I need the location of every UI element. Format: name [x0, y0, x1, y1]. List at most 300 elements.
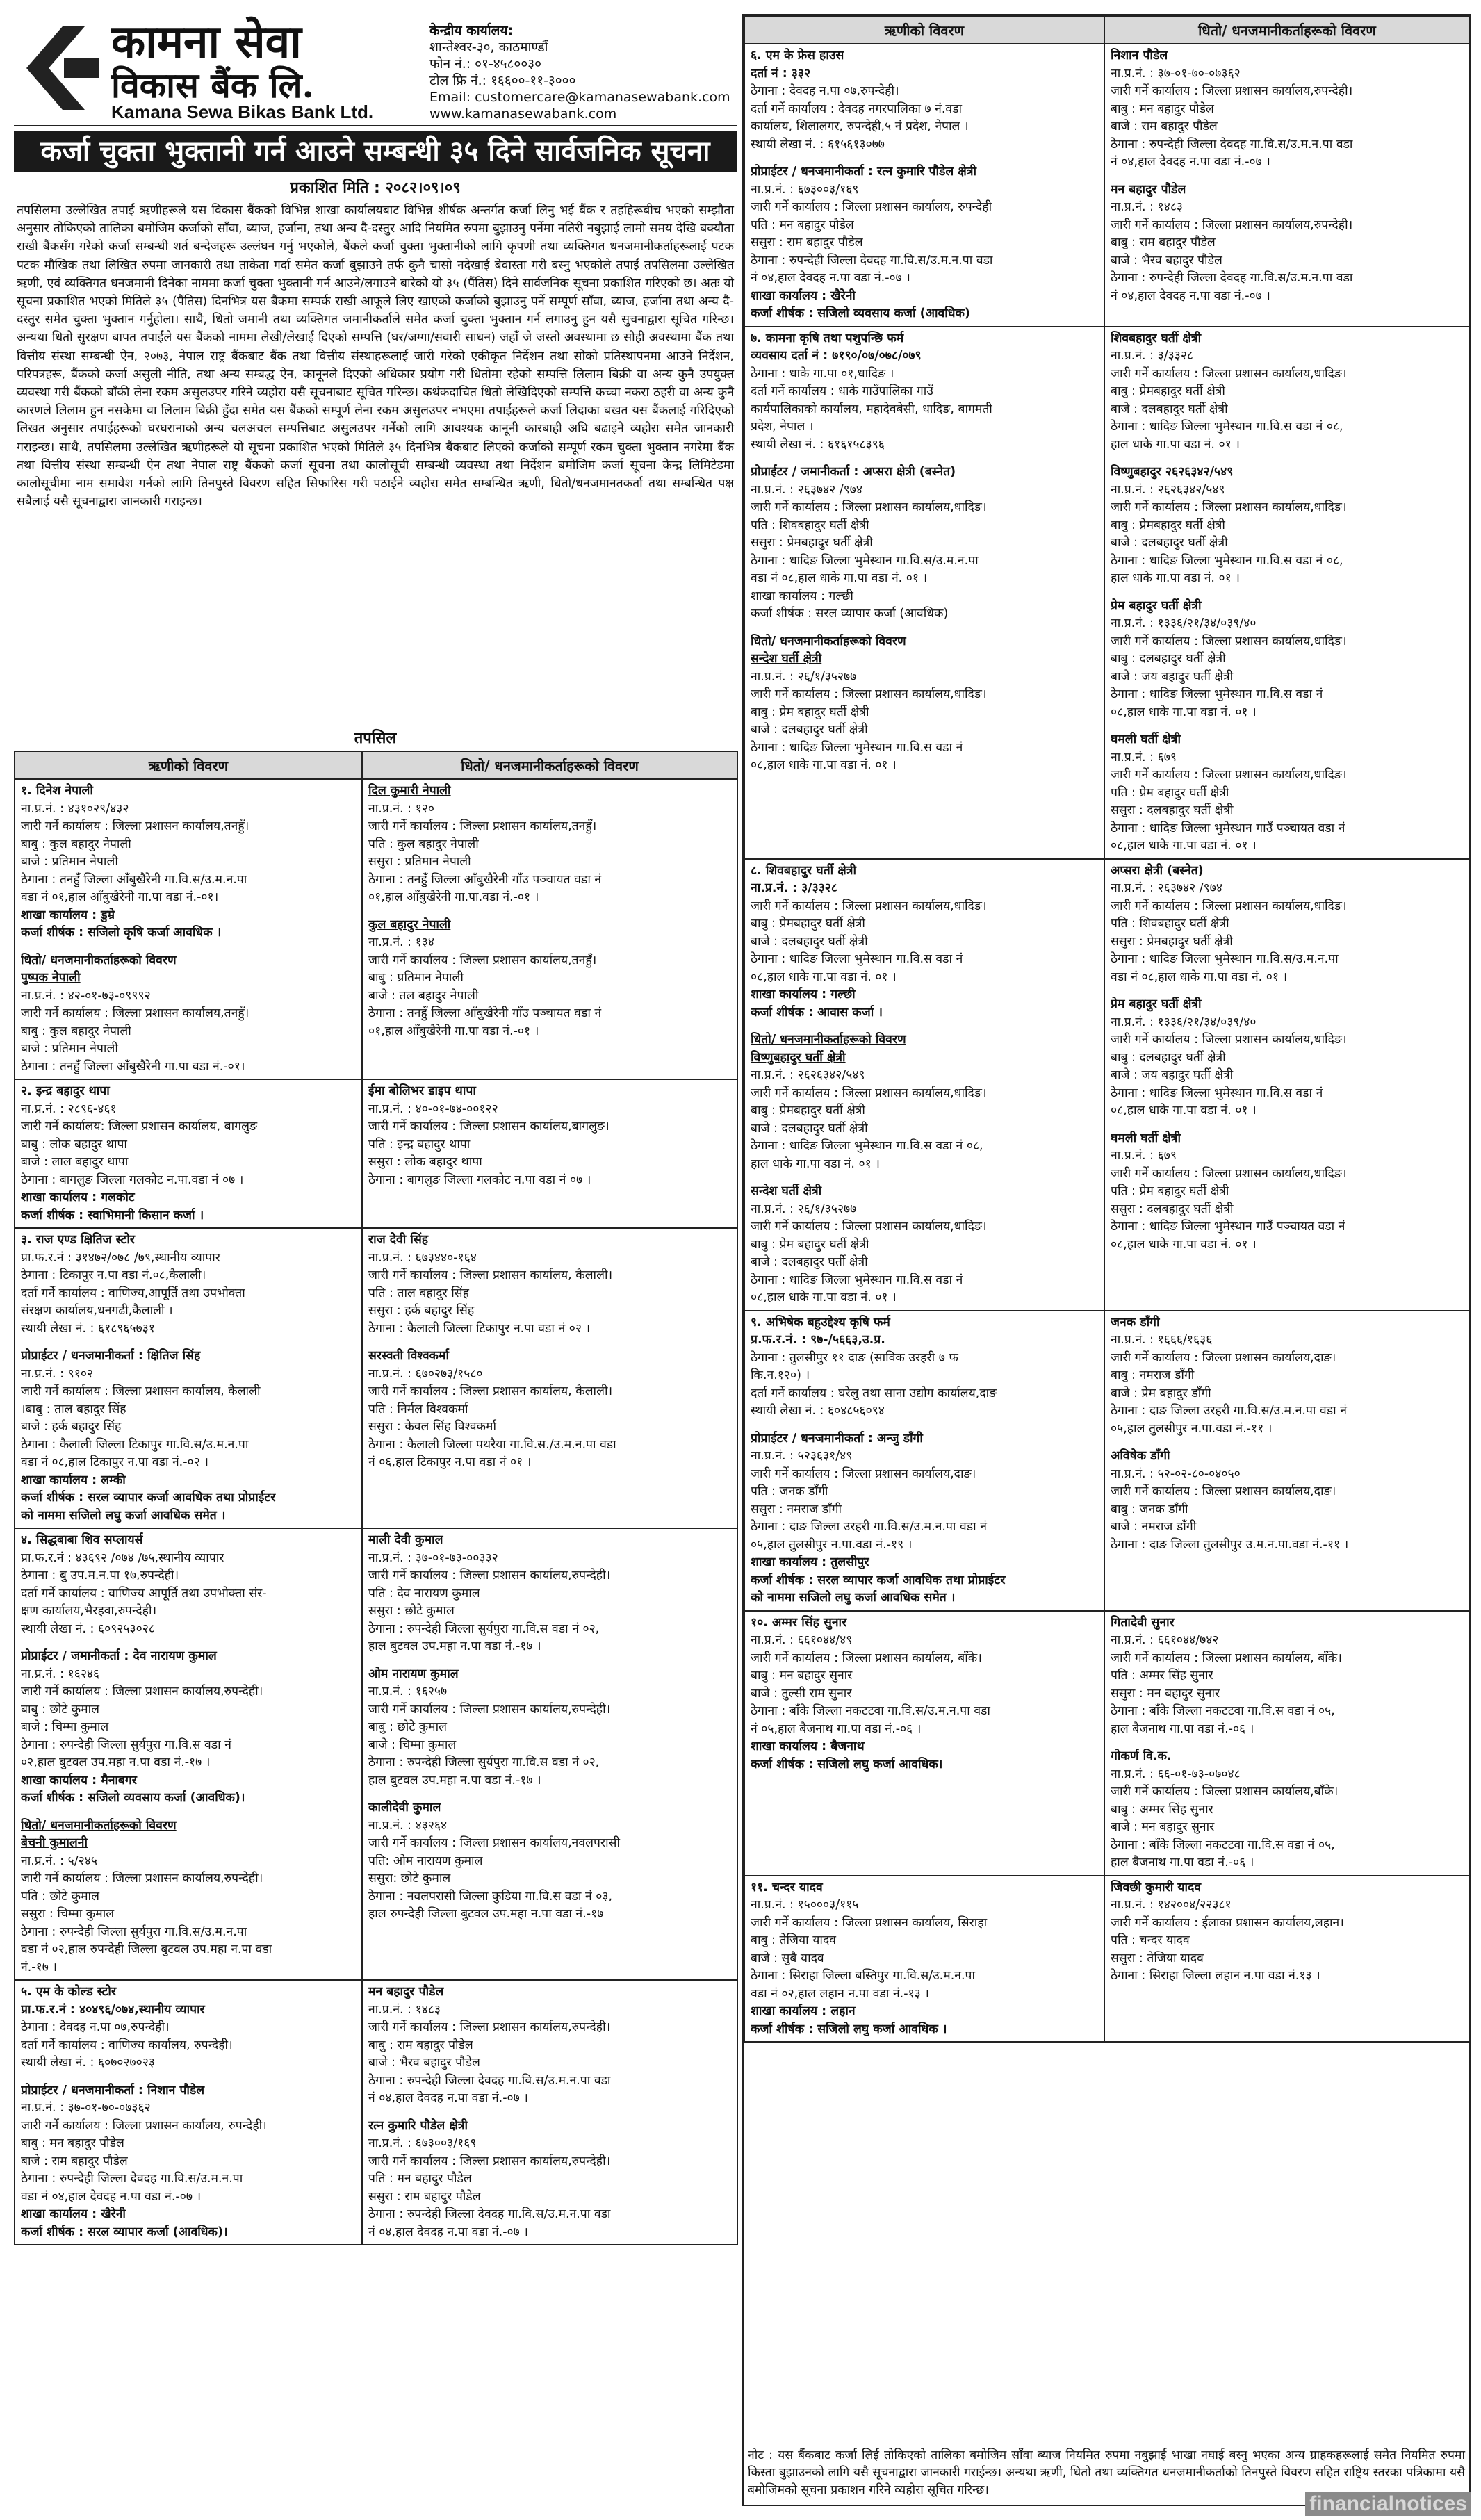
entry-line: कर्जा शीर्षक : सजिलो लघु कर्जा आवधिक । [751, 2022, 947, 2036]
entry-line: ठेगाना : रुपन्देही जिल्ला देवदह गा.वि.स/उ.म.न.पा वडा [368, 2207, 611, 2221]
entry-line: बाजे : राम बहादुर पौडेल [1111, 120, 1218, 133]
entry-line: बाजे : प्रतिमान नेपाली [21, 855, 118, 869]
entry-line: प्रेम बहादुर घर्ती क्षेत्री [1111, 997, 1202, 1011]
entry-line: सन्देश घर्ती क्षेत्री [751, 652, 822, 666]
entry-line: ना.प्र.नं. : १३३६/२१/३४/०३९/४० [1111, 1015, 1257, 1029]
entry-line: जारी गर्ने कार्यालय : जिल्ला प्रशासन कार्यालय,धादिङ। [751, 500, 987, 514]
entry-line: शिवबहादुर घर्ती क्षेत्री [1111, 331, 1202, 345]
entry-line: ना.प्र.नं. : ५२-०२-८०-०४०५० [1111, 1466, 1241, 1481]
entry-line: बाजे : तल बहादुर नेपाली [368, 988, 479, 1003]
entry-line: ठेगाना : तनहुँ जिल्ला आँबुखैरेनी गाँउ पञ्चायत वडा नं [368, 1006, 602, 1020]
entry-line: १. दिनेश नेपाली [21, 784, 93, 798]
entry-line: प्रा.फ.र.नं : ४३६९२ /०७४ /७५,स्थानीय व्यापार [21, 1551, 224, 1565]
contact-line: टोल फ्रि नं.: १६६००-११-३००० [429, 73, 576, 88]
entry-line: ०८,हाल धाके गा.पा वडा नं. ०१ । [751, 969, 897, 984]
bank-name-nepali: कामना सेवा [111, 16, 302, 68]
entry-line: ना.प्र.नं. : १४२००४/२२३८१ [1111, 1898, 1232, 1912]
entry-line: जारी गर्ने कार्यालय : जिल्ला प्रशासन कार्यालय,धादिङ। [1111, 768, 1347, 782]
entry-line: बाजे : तुल्सी राम सुनार [751, 1686, 852, 1701]
entry-line: बाजे : भैरव बहादुर पौडेल [368, 2056, 480, 2070]
entry-line: ठेगाना : धादिङ जिल्ला भुमेस्थान गा.वि.स/उ.म.न.पा [751, 553, 979, 568]
entry-line: जारी गर्ने कार्यालय : जिल्ला प्रशासन कार्यालय,दाङ। [751, 1466, 976, 1481]
entry-line: ना.प्र.नं. : १४८३ [1111, 200, 1184, 214]
entry-line: ना.प्र.नं. : २६/१/३५२७७ [751, 1202, 857, 1216]
entry-line: ठेगाना : धादिङ जिल्ला भुमेस्थान गा.वि.स वडा नं ०८, [1111, 420, 1343, 434]
entry-line: जारी गर्ने कार्यालय : जिल्ला प्रशासन कार्यालय,रुपन्देही। [1111, 84, 1353, 98]
entry-line: जारी गर्ने कार्यालय : जिल्ला प्रशासन कार्यालय,रुपन्देही। [368, 1569, 611, 1582]
borrower-column-header: ऋणीको विवरण [15, 751, 362, 779]
contact-line: केन्द्रीय कार्यालय: [429, 23, 514, 38]
bank-header [14, 14, 737, 126]
entry-line: जारी गर्ने कार्यालय : जिल्ला प्रशासन कार्यालय,तनहुँ। [21, 819, 249, 833]
entry-line: बाजे : जय बहादुर घर्ती क्षेत्री [1111, 1068, 1234, 1082]
entry-line: जारी गर्ने कार्यालय : जिल्ला प्रशासन कार्यालय,धादिङ। [751, 899, 987, 913]
entry-line: ना.प्र.नं. : २६२६३४२/५४९ [1111, 482, 1225, 497]
table-row [744, 1311, 1470, 1611]
entry-line: बाबु : प्रेम बहादुर घर्ती क्षेत्री [751, 1237, 869, 1252]
spacer [751, 623, 1098, 633]
spacer [368, 2108, 731, 2118]
guarantor-cell [362, 1228, 737, 1528]
entry-line: ठेगाना : नवलपरासी जिल्ला कुडिया गा.वि.स वडा नं ०३, [368, 1889, 613, 1904]
entry-line: ईमा बोलिभर डाइप थापा [368, 1084, 476, 1098]
entry-line: मन बहादुर पौडेल [1111, 182, 1186, 197]
table-row [15, 1980, 737, 2245]
table-row [15, 1079, 737, 1228]
entry-line: पति : कुल बहादुर नेपाली [368, 837, 479, 851]
entry-line: ठेगाना : रुपन्देही जिल्ला सुर्यपुरा गा.वि.स/उ.म.न.पा [21, 1924, 247, 1939]
entry-line: ना.प्र.नं. : ३७-०१-७०-०७३६२ [1111, 66, 1241, 81]
entry-line: नं ०६,हाल टिकापुर न.पा वडा नं ०१ । [368, 1455, 532, 1469]
entry-line: जारी गर्ने कार्यालय : जिल्ला प्रशासन कार्यालय,धादिङ। [1111, 1033, 1347, 1047]
entry-line: ससुरा : मन बहादुर सुनार [1111, 1686, 1220, 1701]
entry-line: ना.प्र.नं. : ४०-०१-७४-००१२२ [368, 1102, 498, 1116]
entry-line: कार्यालय, शिलालगर, रुपन्देही,५ नं प्रदेश, नेपाल । [751, 120, 969, 133]
entry-line: ससुरा: छोटे कुमाल [368, 1872, 451, 1885]
entry-line: ठेगाना : रुपन्देही जिल्ला देवदह गा.वि.स/उ.म.न.पा वडा [751, 253, 993, 268]
entry-line: धितो/ धनजमानीकर्ताहरूको विवरण [21, 953, 177, 967]
entry-line: जारी गर्ने कार्यालय : जिल्ला प्रशासन कार्यालय,रुपन्देही। [1111, 218, 1353, 232]
spacer [1111, 172, 1464, 181]
entry-line: बाजे : प्रतिमान नेपाली [21, 1042, 118, 1056]
entry-line: ना.प्र.नं. : १४८३ [368, 2002, 441, 2017]
spacer [1111, 588, 1464, 598]
entry-line: ससुरा : छोटे कुमाल [368, 1604, 455, 1618]
entry-line: दिल कुमारी नेपाली [368, 784, 451, 798]
entry-line: ०८,हाल धाके गा.पा वडा नं. ०१ । [1111, 1237, 1257, 1252]
entry-line: ९. अभिषेक बहुउद्देश्य कृषि फर्म [751, 1315, 890, 1329]
entry-line: ओम नारायण कुमाल [368, 1667, 459, 1681]
entry-line: बेचनी कुमालनी [21, 1836, 88, 1850]
entry-line: जारी गर्ने कार्यालय : जिल्ला प्रशासन कार्यालय, रुपन्देही [751, 200, 992, 214]
entry-line: पुष्पक नेपाली [21, 971, 81, 985]
entry-line: ठेगाना : धादिङ जिल्ला भुमेस्थान गा.वि.स वडा नं [751, 952, 963, 966]
entry-line: ना.प्र.नं. : ४३२६४ [368, 1818, 448, 1833]
entry-line: जारी गर्ने कार्यालय : जिल्ला प्रशासन कार्यालय,रुपन्देही। [368, 2154, 611, 2168]
table-row [744, 327, 1470, 859]
entry-line: ना.प्र.नं. : ६७९ [1111, 1149, 1177, 1163]
entry-line: हाल बुटवल उप.महा न.पा वडा नं.-१७ । [368, 1639, 541, 1653]
contact-block [429, 22, 735, 122]
entry-line: ८. शिवबहादुर घर्ती क्षेत्री [751, 863, 857, 878]
entry-line: जारी गर्ने कार्यालय : जिल्ला प्रशासन कार्यालय,धादिङ। [1111, 1166, 1347, 1181]
entry-line: ससुरा : दलबहादुर घर्ती क्षेत्री [1111, 1202, 1234, 1216]
entry-line: ना.प्र.नं. : ५२३६३१/४९ [751, 1449, 853, 1463]
entry-line: जारी गर्ने कार्यालय : जिल्ला प्रशासन कार्यालय,रुपन्देही। [368, 2020, 611, 2034]
borrower-cell [15, 1079, 362, 1228]
entry-line: पति : शिवबहादुर घर्ती क्षेत्री [1111, 917, 1229, 931]
entry-line: ना.प्र.नं. : ४३१०२९/४३२ [21, 801, 129, 816]
entry-line: जनक डाँगी [1111, 1315, 1160, 1329]
entry-line: ना.प्र.नं. : १३४ [368, 935, 434, 949]
entry-line: रत्न कुमारि पौडेल क्षेत्री [368, 2118, 468, 2133]
borrower-cell [744, 859, 1104, 1311]
spacer [368, 907, 731, 917]
guarantor-cell [1104, 1876, 1470, 2043]
entry-line: जारी गर्ने कार्यालय : जिल्ला प्रशासन कार्यालय,नवलपरासी [368, 1836, 620, 1850]
spacer [1111, 1738, 1464, 1748]
entry-line: धितो/ धनजमानीकर्ताहरूको विवरण [751, 1033, 906, 1047]
spacer [1111, 721, 1464, 731]
entry-line: हाल बैजनाथ गा.पा वडा नं.-०६ । [1111, 1856, 1254, 1869]
entry-line: बाजे : जय बहादुर घर्ती क्षेत्री [1111, 669, 1234, 684]
entry-line: ठेगाना : धादिङ जिल्ला भुमेस्थान गाउँ पञ्चायत वडा नं [1111, 1220, 1345, 1234]
intro-paragraph: तपसिलमा उल्लेखित तपाईं ऋणीहरूले यस विकास बैंकको विभिन्न शाखा कार्यालयबाट विभिन्न शीर्षक अन्तर्गत कर्जा लिनु भई बैंक र तहहिरूबीच भएको सम्झौता अनुसार तोकिएको तालिका बमोजिम कर्जाको साँवा, ब्याज, हर्जाना, तथा अन्य दै-दस्तुर आदि नियमित रुपमा बुझाउनु पर्नेमा नतिरी नबुझाई लामो समय देखि बक्यौता राखी बैंकसँग गरेको कर्जा सम्बन्धी शर्त बन्देजहरू उल्लंघन गर्नु भएकोले, बैंकले कर्जा चुक्ता भुक्तानीको लागि कृपणी तथा व्यक्तिगत धनजमानीकर्ताहरूलाई पटक पटक मौखिक तथा लिखित रुपमा जानकारी तथा ताकेता गर्दा समेत कर्जा बुझाउने तर्फ कुनै चासो नदेखाई बेवास्ता गरी बस्नु भएकोले तपाईं तपसिलमा उल्लेखित ऋणी, एवं व्यक्तिगत धनजमानी दिनेका नाममा कर्जा चुक्ता भुक्तानी गर्न आउने/लगाउने बारेको यो ३५ (पैंतिस) दिने सार्वजनिक सूचना प्रकाशित गरिएको छ। अतः यो सूचना प्रकाशित भएको मितिले ३५ (पैंतिस) दिनभित्र यस बैंकमा सम्पर्क राखी आफूले लिए खाएको कर्जाको बुझाउनु पर्ने सम्पूर्ण साँवा, ब्याज, हर्जाना तथा अन्य दै-दस्तुर समेत चुक्ता भुक्तान गर्नुहोला। साथै, धितो जमानी तथा व्यक्तिगत जमानीकर्ताले समेत कर्जा चुक्ता भुक्तान गर्न लगाउनु हुन यसै सुचनाद्वारा सूचित गरिन्छ। अन्यथा धितो सुरक्षण बापत तपाईंले यस बैंकको नाममा लेखी/लेखाई दिएको सम्पत्ति (घर/जग्गा/सवारी साधन) जहाँ जे जस्तो अवस्थामा छ सोही अवस्थामा बैंक तथा वित्तीय संस्था सम्बन्धी ऐन, २०७३, नेपाल राष्ट्र बैंकबाट बैंक तथा वित्तीय संस्थाहरूलाई जारी गरेको एकीकृत निर्देशन तथा सोको प्रतिस्थापनमा आउने निर्देशन, परिपत्रहरू, बैंकको कर्जा असुली नीति, तथा अन्य सम्बद्ध ऐन, कानूनले दिएको अधिकार प्रयोग गरी धितोमा रहेको सम्पत्ति लिलाम बिक्री वा अन्य कुनै उपयुक्त व्यवस्था गरी बैंकको बाँकी लेना रकम असुलउपर गरिने व्यहोरा यसै सूचनाबाट सूचित गरिन्छ। कथंकदाचित धितो लेखिदिएको सम्पत्ति कच्चा नकरा ठहरी वा अन्य कुनै कारणले लिलाम हुन नसकेमा वा लिलाम बिक्री हुँदा समेत यस बैंकको सम्पूर्ण लेना रकम असुलउपर नभएमा तपाईंहरूले कर्जा लिदाका बखत यस बैंकलाई गरिदिएको लिखत अनुसार तपाईंहरूको घरघरानाको अन्य चलअचल सम्पत्तिबाट असुलउपर गर्नेको लागि आवश्यक कानूनी कारबाही अघि बढाइने व्यहोरा समेत जानकारी गराइन्छ। साथै, तपसिलमा उल्लेखित ऋणीहरूले यो सूचना प्रकाशित भएको मितिले ३५ दिनभित्र बैंकबाट लिएको कर्जाको सम्पूर्ण रकम चुक्ता भुक्तान नगरेमा बैंक तथा वित्तीय संस्था सम्बन्धी ऐन तथा नेपाल राष्ट्र बैंकको कर्जा सूचना तथा कालोसूची सम्बन्धी व्यवस्था तथा निर्देशन बमोजिम कर्जा सूचना केन्द्र लिमिटेडमा कालोसूचीमा नाम समावेश गर्नको लागि तिनपुस्ते विवरण सहित सिफारिस गरी पठाईने व्यहोरा समेत सम्बन्धित ऋणी, धितो/धनजमानतकर्ता तथा सम्बन्धित पक्ष सबैलाई यसै सूचनाद्वारा जानकारी गराइन्छ। [17, 204, 734, 509]
entry-line: कर्जा शीर्षक : सरल व्यापार कर्जा आवधिक तथा प्रोप्राईटर [751, 1573, 1006, 1587]
entry-line: पति : देव नारायण कुमाल [368, 1586, 480, 1601]
entry-line: प्रेम बहादुर घर्ती क्षेत्री [1111, 598, 1202, 613]
spacer [1111, 986, 1464, 996]
entry-line: माली देवी कुमाल [368, 1533, 443, 1547]
entry-line: नं ०५,हाल बैजनाथ गा.पा वडा नं.-०६ । [751, 1721, 922, 1736]
entry-line: वडा नं ०८,हाल धाके गा.पा वडा नं. ०१ । [751, 571, 928, 585]
left-ledger-table [14, 751, 738, 2245]
entry-line: संरक्षण कार्यालय,धनगढी,कैलाली । [21, 1304, 173, 1318]
entry-line: बाबु : प्रेम बहादुर घर्ती क्षेत्री [751, 705, 869, 719]
entry-line: ठेगाना : धादिङ जिल्ला भुमेस्थान गा.वि.स/उ.म.न.पा [1111, 952, 1339, 966]
spacer [1111, 454, 1464, 464]
entry-line: ठेगाना : दाङ जिल्ला उरहरी गा.वि.स/उ.म.न.पा वडा नं [751, 1520, 987, 1534]
entry-line: ना.प्र.नं. : २६२६३४२/५४९ [751, 1068, 865, 1082]
bank-name-nepali-line2: विकास बैंक लि. [111, 65, 314, 106]
spacer [368, 1338, 731, 1348]
entry-line: ससुरा : नमराज डाँगी [751, 1502, 842, 1516]
entry-line: जारी गर्ने कार्यालय : जिल्ला प्रशासन कार्यालय, बाँके। [751, 1651, 982, 1665]
entry-line: दर्ता गर्ने कार्यालय : वाणिज्य आपूर्ति तथा उपभोक्ता संर- [21, 1586, 267, 1601]
entry-line: हाल धाके गा.पा वडा नं. ०१ । [1111, 437, 1240, 452]
entry-line: स्थायी लेखा नं. : ६१५६१३०७७ [751, 137, 885, 152]
entry-line: कर्जा शीर्षक : सरल व्यापार कर्जा (आवधिक)। [21, 2225, 228, 2239]
entry-line: जारी गर्ने कार्यालय : जिल्ला प्रशासन कार्यालय,धादिङ। [1111, 366, 1347, 381]
entry-line: ना.प्र.नं. : १६२५७ [368, 1685, 448, 1699]
entry-line: हाल धाके गा.पा वडा नं. ०१ । [751, 1156, 880, 1171]
entry-line: ससुरा : तेजिया यादव [1111, 1951, 1204, 1965]
guarantor-cell [1104, 859, 1470, 1311]
entry-line: पति : अम्मर सिंह सुनार [1111, 1669, 1213, 1683]
entry-line: ना.प्र.नं. : ६७९ [1111, 750, 1177, 764]
entry-line: घमली घर्ती क्षेत्री [1111, 1131, 1181, 1145]
entry-line: ना.प्र.नं. : ६७३००३/१६९ [368, 2136, 477, 2150]
entry-line: ठेगाना : तनहुँ जिल्ला आँबुखैरेनी गाँउ पञ्चायत वडा नं [368, 872, 602, 887]
entry-line: ससुरा : केवल सिंह विश्वकर्मा [368, 1420, 497, 1434]
footer-note: नोट : यस बैंकबाट कर्जा लिई तोकिएको तालिका बमोजिम साँवा ब्याज नियमित रुपमा नबुझाई भाखा नघाई बस्नु भएका अन्य ग्राहकहरूलाई समेत नियमित रुपमा किस्ता बुझाउनको लागि यसै सूचनाद्वारा जानकारी गराईन्छ। अन्यथा ऋणी, धितो तथा व्यक्तिगत धनजमानीकर्ताको तिनपुस्ते विवरण सहित राष्ट्रिय स्तरका पत्रिकामा यसै बमोजिमको सूचना प्रकाशन गरिने व्यहोरा सूचित गरिन्छ। [748, 2448, 1465, 2497]
entry-line: बाजे : भैरव बहादुर पौडेल [1111, 253, 1222, 268]
entry-line: बाजे : नमराज डाँगी [1111, 1520, 1197, 1534]
entry-line: ठेगाना : बाँके जिल्ला नकटटवा गा.वि.स वडा नं ०५, [1111, 1704, 1335, 1718]
entry-line: नं ०४,हाल देवदह न.पा वडा नं.-०७ । [1111, 155, 1270, 169]
entry-line: जारी गर्ने कार्यालय : जिल्ला प्रशासन कार्यालय,दाङ। [1111, 1484, 1336, 1498]
entry-line: ठेगाना : रुपन्देही जिल्ला देवदह गा.वि.स/उ.म.न.पा वडा [1111, 137, 1353, 152]
guarantor-column-header: धितो/ धनजमानीकर्ताहरूको विवरण [1104, 16, 1470, 44]
entry-line: जिवछी कुमारी यादव [1111, 1880, 1202, 1895]
entry-line: व्यवसाय दर्ता नं : ७१९०/०७/०७८/०७९ [751, 349, 922, 363]
entry-line: जारी गर्ने कार्यालय: जिल्ला प्रशासन कार्यालय, बागलुङ [21, 1120, 258, 1134]
borrower-cell [744, 1876, 1104, 2043]
table-row [15, 1228, 737, 1528]
entry-line: कुल बहादुर नेपाली [368, 917, 451, 932]
watermark: financialnotices [1305, 2492, 1471, 2516]
guarantor-cell [1104, 1611, 1470, 1876]
guarantor-column-header: धितो/ धनजमानीकर्ताहरूको विवरण [362, 751, 737, 779]
entry-line: प्रदेश, नेपाल । [751, 420, 814, 434]
entry-line: ठेगाना : धादिङ जिल्ला भुमेस्थान गा.वि.स वडा नं ०८, [1111, 553, 1343, 568]
entry-line: ना.प्र.नं. : १६२४६ [21, 1667, 100, 1681]
entry-line: जारी गर्ने कार्यालय : जिल्ला प्रशासन कार्यालय,तनहुँ। [368, 953, 597, 967]
entry-line: बाबु : राम बहादुर पौडेल [368, 2038, 473, 2052]
entry-line: जारी गर्ने कार्यालय : जिल्ला प्रशासन कार्यालय,तनहुँ। [21, 1006, 249, 1020]
entry-line: नं ०४,हाल देवदह न.पा वडा नं.-०७ । [751, 271, 910, 285]
entry-line: ०८,हाल धाके गा.पा वडा नं. ०१ । [1111, 705, 1257, 719]
entry-line: जारी गर्ने कार्यालय : जिल्ला प्रशासन कार्यालय, सिराहा [751, 1915, 988, 1930]
entry-line: दर्ता गर्ने कार्यालय : धाके गाउँपालिका गाउँ [751, 384, 933, 398]
entry-line: बाजे : राम बहादुर पौडेल [21, 2154, 128, 2168]
borrower-cell [744, 44, 1104, 327]
entry-line: ०२,हाल बुटवल उप.महा न.पा वडा नं.-१७ । [21, 1756, 211, 1769]
borrower-cell [15, 1228, 362, 1528]
entry-line: विष्णुबहादुर २६२६३४२/५४९ [1111, 465, 1234, 479]
entry-line: २. इन्द्र बहादुर थापा [21, 1084, 110, 1098]
entry-line: पति : मन बहादुर पौडेल [368, 2172, 472, 2186]
entry-line: कर्जा शीर्षक : सजिलो कृषि कर्जा आवधिक । [21, 926, 222, 940]
entry-line: १०. अम्मर सिंह सुनार [751, 1615, 847, 1630]
entry-line: ०५,हाल तुलसीपुर न.पा.वडा नं.-१९ । [751, 1537, 913, 1552]
entry-line: ठेगाना : बाँके जिल्ला नकटटवा गा.वि.स वडा नं ०५, [1111, 1838, 1335, 1852]
borrower-cell [744, 1311, 1104, 1611]
spacer [751, 1022, 1098, 1031]
entry-line: बाजे : चिम्मा कुमाल [368, 1737, 457, 1752]
entry-line: ठेगाना : सिराहा जिल्ला लहान न.पा वडा नं.१३ । [1111, 1969, 1320, 1983]
entry-line: ठेगाना : धादिङ जिल्ला भुमेस्थान गा.वि.स वडा नं [751, 740, 963, 755]
entry-line: बाबु : नमराज डाँगी [1111, 1368, 1195, 1382]
entry-line: ठेगाना : धादिङ जिल्ला भुमेस्थान गा.वि.स वडा नं [1111, 1086, 1323, 1100]
entry-line: कर्जा शीर्षक : स्वाभिमानी किसान कर्जा । [21, 1208, 204, 1222]
entry-line: अविषेक डाँगी [1111, 1449, 1170, 1463]
entry-line: जारी गर्ने कार्यालय : जिल्ला प्रशासन कार्यालय,धादिङ। [751, 1220, 987, 1234]
spacer [368, 1656, 731, 1666]
entry-line: कर्जा शीर्षक : सरल व्यापार कर्जा (आवधिक) [751, 607, 949, 621]
entry-line: जारी गर्ने कार्यालय : जिल्ला प्रशासन कार्यालय,बाँके। [1111, 1785, 1339, 1799]
entry-line: वडा नं ०४,हाल देवदह न.पा वडा नं.-०७ । [21, 2189, 202, 2204]
entry-line: ससुरा : प्रेमबहादुर घर्ती क्षेत्री [1111, 934, 1233, 949]
entry-line: जारी गर्ने कार्यालय : जिल्ला प्रशासन कार्यालय,रुपन्देही। [368, 1702, 611, 1717]
entry-line: ना.प्र.नं. : ६६-०१-७३-०७०४८ [1111, 1767, 1241, 1781]
entry-line: ना.प्र.नं. : ३/३३२८ [1111, 349, 1194, 363]
entry-line: बाबु : दलबहादुर घर्ती क्षेत्री [1111, 652, 1226, 666]
entry-line: ठेगाना : रुपन्देही जिल्ला सुर्यपुरा गा.वि.स वडा नं ०२, [368, 1756, 600, 1769]
borrower-cell [744, 1611, 1104, 1876]
entry-line: ना.प्र.नं. : १२० [368, 801, 434, 816]
entry-line: हाल धाके गा.पा वडा नं. ०१ । [1111, 571, 1240, 585]
entry-line: अप्सरा क्षेत्री (बस्नेत) [1111, 863, 1204, 878]
spacer [21, 1338, 356, 1348]
entry-line: वडा नं ०८,हाल टिकापुर न.पा वडा नं.-०२ । [21, 1455, 208, 1469]
guarantor-cell [362, 1528, 737, 1980]
contact-website[interactable]: www.kamanasewabank.com [429, 106, 617, 122]
entry-line: को नाममा सजिलो लघु कर्जा आवधिक समेत । [21, 1508, 226, 1523]
entry-line: ससुरा : प्रेमबहादुर घर्ती क्षेत्री [751, 536, 873, 550]
entry-line: कर्जा शीर्षक : आवास कर्जा । [751, 1005, 883, 1020]
entry-line: बाजे : प्रेम बहादुर डाँगी [1111, 1386, 1211, 1400]
entry-line: जारी गर्ने कार्यालय : जिल्ला प्रशासन कार्यालय, रुपन्देही। [21, 2118, 267, 2133]
entry-line: ना.प्र.नं. : २६३७४२ /९७४ [751, 482, 862, 497]
entry-line: ना.प्र.नं. : १६६६/१६३६ [1111, 1333, 1213, 1347]
entry-line: शाखा कार्यालय : तुलसीपुर [751, 1555, 869, 1569]
entry-line: वडा नं ०८,हाल धाके गा.पा वडा नं. ०१ । [1111, 969, 1288, 984]
table-row [15, 779, 737, 1079]
bank-logo-icon [21, 19, 104, 117]
guarantor-cell [362, 1079, 737, 1228]
entry-line: जारी गर्ने कार्यालय : जिल्ला प्रशासन कार्यालय,रुपन्देही। [21, 1872, 263, 1885]
entry-line: जारी गर्ने कार्यालय : जिल्ला प्रशासन कार्यालय,दाङ। [1111, 1350, 1336, 1365]
entry-line: बाबु : प्रेमबहादुर घर्ती क्षेत्री [1111, 518, 1225, 532]
entry-line: ठेगाना : देवदह न.पा ०७,रुपन्देही। [751, 84, 899, 98]
entry-line: निशान पौडेल [1111, 49, 1168, 63]
entry-line: शाखा कार्यालय : गल्छी [751, 589, 853, 603]
entry-line: ससुरा : लोक बहादुर थापा [368, 1155, 482, 1169]
spacer [21, 2072, 356, 2082]
entry-line: ठेगाना : दाङ जिल्ला उरहरी गा.वि.स/उ.म.न.पा वडा नं [1111, 1404, 1347, 1418]
entry-line: शाखा कार्यालय : लम्की [21, 1473, 126, 1487]
entry-line: ठेगाना : बागलुङ जिल्ला गलकोट न.पा.वडा नं ०७ । [21, 1172, 244, 1187]
entry-line: ०१,हाल आँबुखैरेनी गा.पा.वडा नं.-०१ । [368, 890, 539, 904]
entry-line: बाबु : प्रेमबहादुर घर्ती क्षेत्री [751, 1104, 865, 1118]
entry-line: ठेगाना : कैलाली जिल्ला टिकापुर न.पा वडा नं ०२ । [368, 1321, 591, 1336]
entry-line: बाजे : दलबहादुर घर्ती क्षेत्री [1111, 402, 1228, 416]
entry-line: बाबु : कुल बहादुर नेपाली [21, 837, 131, 851]
entry-line: को नाममा सजिलो लघु कर्जा आवधिक समेत । [751, 1591, 956, 1605]
entry-line: बाबु : प्रेमबहादुर घर्ती क्षेत्री [1111, 384, 1225, 398]
entry-line: नं ०४,हाल देवदह न.पा वडा नं.-०७ । [1111, 288, 1270, 303]
entry-line: बाबु : जनक डाँगी [1111, 1502, 1188, 1516]
entry-line: बाजे : हर्क बहादुर सिंह [21, 1420, 122, 1434]
entry-line: ठेगाना : कैलाली जिल्ला पथरैया गा.वि.स./उ.म.न.पा वडा [368, 1437, 616, 1452]
entry-line: ससुरा : प्रतिमान नेपाली [368, 855, 471, 869]
entry-line: कर्जा शीर्षक : सजिलो व्यवसाय कर्जा (आवधिक) [751, 306, 970, 320]
spacer [1111, 1120, 1464, 1130]
entry-line: स्थायी लेखा नं. : ६०४८५६०९४ [751, 1404, 885, 1418]
entry-line: बाबु : छोटे कुमाल [368, 1720, 448, 1734]
entry-line: बाबु : मन बहादुर सुनार [751, 1669, 853, 1683]
spacer [1111, 1438, 1464, 1448]
entry-line: शाखा कार्यालय : लहान [751, 2004, 856, 2018]
entry-line: प्रोप्राईटर / धनजमानीकर्ता : रत्न कुमारि पौडेल क्षेत्री [751, 165, 977, 179]
left-column [14, 14, 737, 2506]
entry-line: ना.प्र.नं. : ६६१०४४/४९ [751, 1633, 853, 1647]
entry-line: दर्ता गर्ने कार्यालय : वाणिज्य कार्यालय, रुपन्देही। [21, 2038, 233, 2052]
entry-line: नं ०४,हाल देवदह न.पा वडा नं.-०७ । [368, 2091, 528, 2105]
entry-line: ठेगाना : दाङ जिल्ला तुलसीपुर उ.म.न.पा.वडा नं.-११ । [1111, 1537, 1349, 1552]
entry-line: जारी गर्ने कार्यालय : जिल्ला प्रशासन कार्यालय,बागलुङ। [368, 1120, 609, 1134]
spacer [751, 154, 1098, 163]
table-row [15, 1528, 737, 1980]
entry-line: वडा नं ०२,हाल रुपन्देही जिल्ला बुटवल उप.महा न.पा वडा [21, 1942, 272, 1956]
entry-line: जारी गर्ने कार्यालय : जिल्ला प्रशासन कार्यालय, बाँके। [1111, 1651, 1342, 1665]
entry-line: दर्ता गर्ने कार्यालय : घरेलु तथा साना उद्योग कार्यालय,दाङ [751, 1386, 997, 1400]
guarantor-cell [362, 779, 737, 1079]
entry-line: ठेगाना : बाँके जिल्ला नकटटवा गा.वि.स/उ.म.न.पा वडा [751, 1704, 990, 1718]
entry-line: जारी गर्ने कार्यालय : जिल्ला प्रशासन कार्यालय,तनहुँ। [368, 819, 597, 833]
entry-line: ठेगाना : रुपन्देही जिल्ला सुर्यपुरा गा.वि.स वडा नं [21, 1737, 231, 1752]
entry-line: ससुरा : राम बहादुर पौडेल [368, 2189, 481, 2204]
entry-line: ५. एम के कोल्ड स्टोर [21, 1985, 117, 1999]
entry-line: स्थायी लेखा नं. : ६१८९६५७३१ [21, 1321, 155, 1336]
entry-line: बाबु : अम्मर सिंह सुनार [1111, 1802, 1213, 1817]
entry-line: पति : इन्द्र बहादुर थापा [368, 1137, 471, 1152]
entry-line: जारी गर्ने कार्यालय : जिल्ला प्रशासन कार्यालय,धादिङ। [751, 687, 987, 701]
entry-line: शाखा कार्यालय : खैरेनी [21, 2207, 126, 2221]
entry-line: ना.प्र.नं. : २८९६-४६१ [21, 1102, 117, 1116]
entry-line: प्रोप्राईटर / जमानीकर्ता : देव नारायण कुमाल [21, 1649, 217, 1663]
contact-email[interactable]: Email: customercare@kamanasewabank.com [429, 90, 730, 105]
entry-line: ना.प्र.नं. : ३/३३२८ [751, 881, 837, 895]
entry-line: प्र.फ.र.नं. : ९७-/५६६३,उ.प्र. [751, 1333, 885, 1347]
entry-line: ०८,हाल धाके गा.पा वडा नं. ०१ । [1111, 1104, 1257, 1118]
entry-line: हाल रुपन्देही जिल्ला बुटवल उप.महा न.पा वडा नं.-१७ [368, 1907, 604, 1921]
entry-line: ससुरा : दलबहादुर घर्ती क्षेत्री [1111, 803, 1234, 817]
entry-line: जारी गर्ने कार्यालय : जिल्ला प्रशासन कार्यालय, कैलाली। [368, 1268, 613, 1282]
entry-line: बाजे : दलबहादुर घर्ती क्षेत्री [751, 723, 868, 737]
entry-line: पति: ओम नारायण कुमाल [368, 1854, 483, 1868]
entry-line: कालीदेवी कुमाल [368, 1801, 441, 1815]
entry-line: ४. सिद्धबाबा शिव सप्लायर्स [21, 1533, 143, 1547]
entry-line: पति : जनक डाँगी [751, 1484, 828, 1498]
entry-line: ना.प्र.नं. : ६६१०४४/७४२ [1111, 1633, 1219, 1647]
entry-line: जारी गर्ने कार्यालय : जिल्ला प्रशासन कार्यालय, कैलाली। [368, 1384, 613, 1398]
entry-line: बाजे : दलबहादुर घर्ती क्षेत्री [1111, 536, 1228, 550]
entry-line: वडा नं ०२,हाल लहान न.पा वडा नं.-१३ । [751, 1986, 929, 2001]
entry-line: ठेगाना : कैलाली जिल्ला टिकापुर गा.वि.स/उ.म.न.पा [21, 1437, 249, 1452]
entry-line: बाबु : लोक बहादुर थापा [21, 1137, 127, 1152]
entry-line: ११. चन्दर यादव [751, 1880, 823, 1895]
borrower-column-header: ऋणीको विवरण [744, 16, 1104, 44]
entry-line: ७. कामना कृषि तथा पशुपन्छि फर्म [751, 331, 904, 345]
entry-line: सरस्वती विश्वकर्मा [368, 1349, 449, 1363]
entry-line: घमली घर्ती क्षेत्री [1111, 733, 1181, 746]
right-ledger-table [744, 15, 1471, 2043]
spacer [368, 1790, 731, 1799]
entry-line: ना.प्र.नं. : ६७३४४०-१६४ [368, 1250, 477, 1265]
entry-line: धितो/ धनजमानीकर्ताहरूको विवरण [21, 1818, 177, 1833]
entry-line: ठेगाना : रुपन्देही जिल्ला देवदह गा.वि.स/उ.म.न.पा वडा [368, 2073, 611, 2088]
entry-line: ठेगाना : टिकापुर न.पा वडा नं.०८,कैलाली। [21, 1268, 206, 1282]
entry-line: ना.प्र.नं. : ९१०२ [21, 1366, 94, 1381]
entry-line: पति : प्रेम बहादुर घर्ती क्षेत्री [1111, 1184, 1229, 1198]
entry-line: ना.प्र.नं. : २६३७४२ /९७४ [1111, 881, 1222, 895]
borrower-cell [15, 1528, 362, 1980]
spacer [21, 1638, 356, 1648]
entry-line: प्रोप्राईटर / धनजमानीकर्ता : क्षितिज सिंह [21, 1349, 201, 1363]
table-row [744, 44, 1470, 327]
